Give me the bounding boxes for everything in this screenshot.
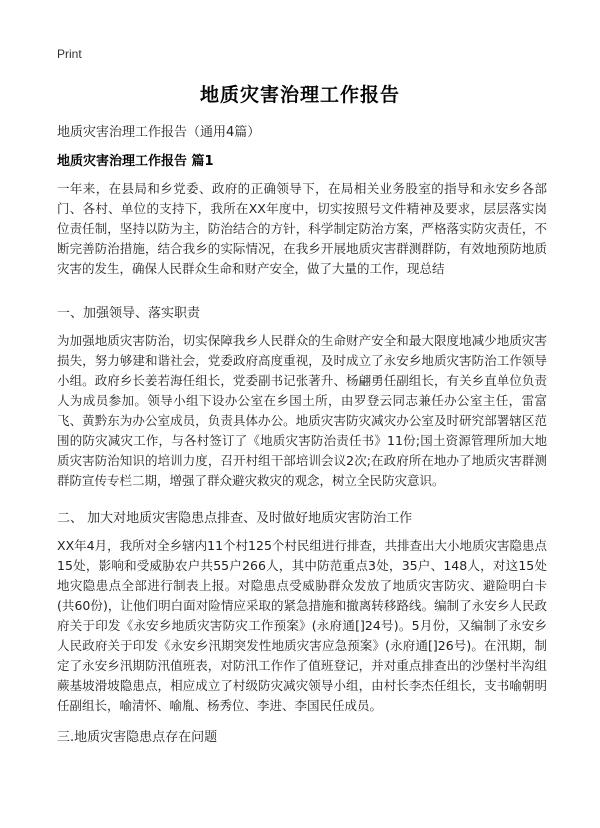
paragraph-leadership: 为加强地质灾害防治，切实保障我乡人民群众的生命财产安全和最大限度地减少地质灾害损失，努力够建和谐社会，党委政府高度重视，及时成立了永安乡地质灾害防治工作领导小组。政府乡长姜若海任组长，党委副书记张著升、杨翩勇任副组长，有关乡直单位负责人为成员参加。领导小组下设办公室在乡国土所，由罗登云同志兼任办公室主任，雷富飞、黄黔东为办公室成员，负责具体办公。地质灾害防灾减灾办公室及时研究部署辖区范围的防灾减灾工作，与各村签订了《地质灾害防治责任书》11份;国土资源管理所加大地质灾害防治知识的培训力度，召开村组干部培训会议2次;在政府所在地办了地质灾害群测群防宣传专栏二期，增强了群众避灾救灾的观念，树立全民防灾意识。 (57, 333, 547, 488)
intro-paragraph: 一年来，在县局和乡党委、政府的正确领导下，在局相关业务股室的指导和永安乡各部门、各村、单位的支持下，我所在XX年度中，切实按照号文件精神及要求，层层落实岗位责任制，坚持以防为主，防治结合的方针，科学制定防治方案，严格落实防灾责任，不断完善防治措施，结合我乡的实际情况，在我乡开展地质灾害群测群防，有效地预防地质灾害的发生，确保人民群众生命和财产安全，做了大量的工作，现总结 (57, 181, 547, 276)
print-label: Print (57, 47, 82, 61)
heading-existing-problems: 三.地质灾害隐患点存在问题 (57, 730, 218, 745)
section-title: 地质灾害治理工作报告 篇1 (57, 154, 214, 169)
document-subtitle: 地质灾害治理工作报告（通用4篇） (57, 125, 261, 140)
paragraph-inspection: XX年4月，我所对全乡辖内11个村125个村民组进行排查，共排查出大小地质灾害隐患点15处，影响和受威胁农户共55户266人，其中防范重点3处，35户、148人，对这15处地灾隐患点全部进行制表上报。对隐患点受威胁群众发放了地质灾害防灾、避险明白卡(共60份)，让他们明白面对险情应采取的紧急措施和撤离转移路线。编制了永安乡人民政府关于印发《永安乡地质灾害防灾工作预案》(永府通[]24号)。5月份，又编制了永安乡人民政府关于印发《永安乡汛期突发性地质灾害应急预案》(永府通[]26号)。在汛期，制定了永安乡汛期防汛值班表，对防汛工作作了值班登记，并对重点排查出的沙堡村半沟组蕨基坡滑坡隐患点，相应成立了村级防灾减灾领导小组，由村长李杰任组长，支书喻朝明任副组长，喻清怀、喻胤、杨秀位、李进、李国民任成员。 (57, 538, 547, 713)
heading-strengthen-leadership: 一、加强领导、落实职责 (57, 306, 201, 321)
document-title: 地质灾害治理工作报告 (199, 84, 400, 106)
heading-hazard-inspection: 二、 加大对地质灾害隐患点排查、及时做好地质灾害防治工作 (57, 511, 413, 526)
